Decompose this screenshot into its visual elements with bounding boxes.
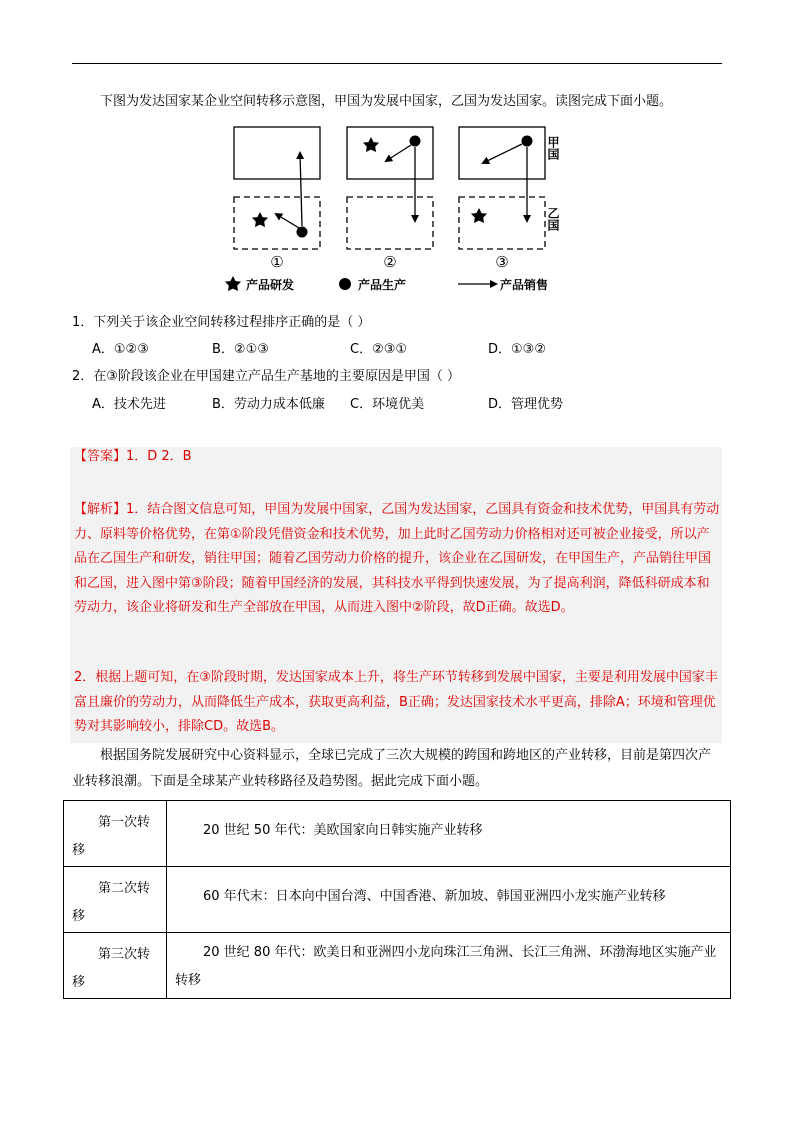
table-cell-label: 第二次转移 (64, 867, 167, 933)
country-label-jia: 甲国 (546, 136, 560, 160)
q1-option-a: A．①②③ (92, 342, 149, 357)
q2-option-d: D．管理优势 (488, 397, 564, 412)
table-row (64, 801, 731, 867)
rd-star-icon (252, 212, 268, 227)
table-cell-label: 第三次转移 (64, 933, 167, 999)
legend-rd-label: 产品研发 (246, 278, 295, 292)
country-label-yi: 乙国 (546, 207, 560, 231)
question-2: 2．在③阶段该企业在甲国建立产品生产基地的主要原因是甲国（ ） (72, 369, 461, 384)
sales-arrow (386, 145, 411, 161)
enterprise-transfer-diagram (222, 120, 567, 300)
q2-option-c: C．环境优美 (350, 397, 425, 412)
table-row (64, 867, 731, 933)
sales-arrow (483, 144, 522, 163)
sales-arrow (276, 214, 299, 228)
header-rule (72, 63, 722, 64)
legend-dot-icon (339, 278, 351, 290)
passage-2: 根据国务院发展研究中心资料显示，全球已完成了三次大规模的跨国和跨地区的产业转移，目前是第四次产业转移浪潮。下面是全球某产业转移路径及趋势图。据此完成下面小题。 (72, 748, 712, 789)
table-row (64, 933, 731, 999)
stage-label-3: ③ (495, 253, 509, 271)
q2-option-a: A．技术先进 (92, 397, 166, 412)
stage-label-1: ① (270, 253, 284, 271)
answer-line: 【答案】1．D 2．B (74, 449, 192, 464)
table-cell-label: 第一次转移 (64, 801, 167, 867)
stage1-top-box (234, 127, 320, 179)
production-dot-icon (522, 136, 533, 147)
table-cell-content: 20 世纪 50 年代：美欧国家向日韩实施产业转移 (167, 801, 731, 867)
stage2-bottom-box (347, 197, 433, 249)
question-1: 1．下列关于该企业空间转移过程排序正确的是（ ） (72, 315, 371, 330)
q1-option-c: C．②③① (350, 342, 408, 357)
table-cell-content: 60 年代末：日本向中国台湾、中国香港、新加坡、韩国亚洲四小龙实施产业转移 (167, 867, 731, 933)
q2-option-b: B．劳动力成本低廉 (212, 397, 325, 412)
rd-star-icon (363, 137, 379, 152)
industry-transfer-table (63, 800, 731, 999)
sales-arrow (300, 153, 302, 226)
stage1-bottom-box (234, 197, 320, 249)
analysis-2: 2．根据上题可知，在③阶段时期，发达国家成本上升，将生产环节转移到发展中国家，主要是利用发展中国家丰富且廉价的劳动力，从而降低生产成本，获取更高利益，B正确；发达国家技术水平更高，排除A；环境和管理优势对其影响较小，排除CD。故选B。 (74, 670, 718, 734)
intro-text: 下图为发达国家某企业空间转移示意图，甲国为发展中国家，乙国为发达国家。读图完成下面小题。 (100, 94, 673, 109)
legend-production-label: 产品生产 (358, 278, 407, 292)
stage2-top-box (347, 127, 433, 179)
stage-label-2: ② (383, 253, 397, 271)
stage3-top-box (459, 127, 545, 179)
legend-sales-label: 产品销售 (500, 278, 549, 292)
rd-star-icon (471, 208, 487, 223)
legend-star-icon (225, 276, 241, 291)
q1-option-b: B．②①③ (212, 342, 269, 357)
stage3-bottom-box (459, 197, 545, 249)
analysis-1: 【解析】1．结合图文信息可知，甲国为发展中国家，乙国为发达国家，乙国具有资金和技术优势，甲国具有劳动力、原料等价格优势，在第①阶段凭借资金和技术优势，加上此时乙国劳动力价格相对还可被企业接受，所以产品在乙国生产和研发，销往甲国；随着乙国劳动力价格的提升，该企业在乙国研发，在甲国生产，产品销往甲国和乙国，进入图中第③阶段；随着甲国经济的发展，其科技水平得到快速发展，为了提高利润，降低科研成本和劳动力，该企业将研发和生产全部放在甲国，从而进入图中②阶段，故D正确。故选D。 (74, 502, 720, 615)
production-dot-icon (410, 136, 421, 147)
table-cell-content: 20 世纪 80 年代：欧美日和亚洲四小龙向珠江三角洲、长江三角洲、环渤海地区实施产业转移 (167, 933, 731, 999)
q1-option-d: D．①③② (488, 342, 546, 357)
